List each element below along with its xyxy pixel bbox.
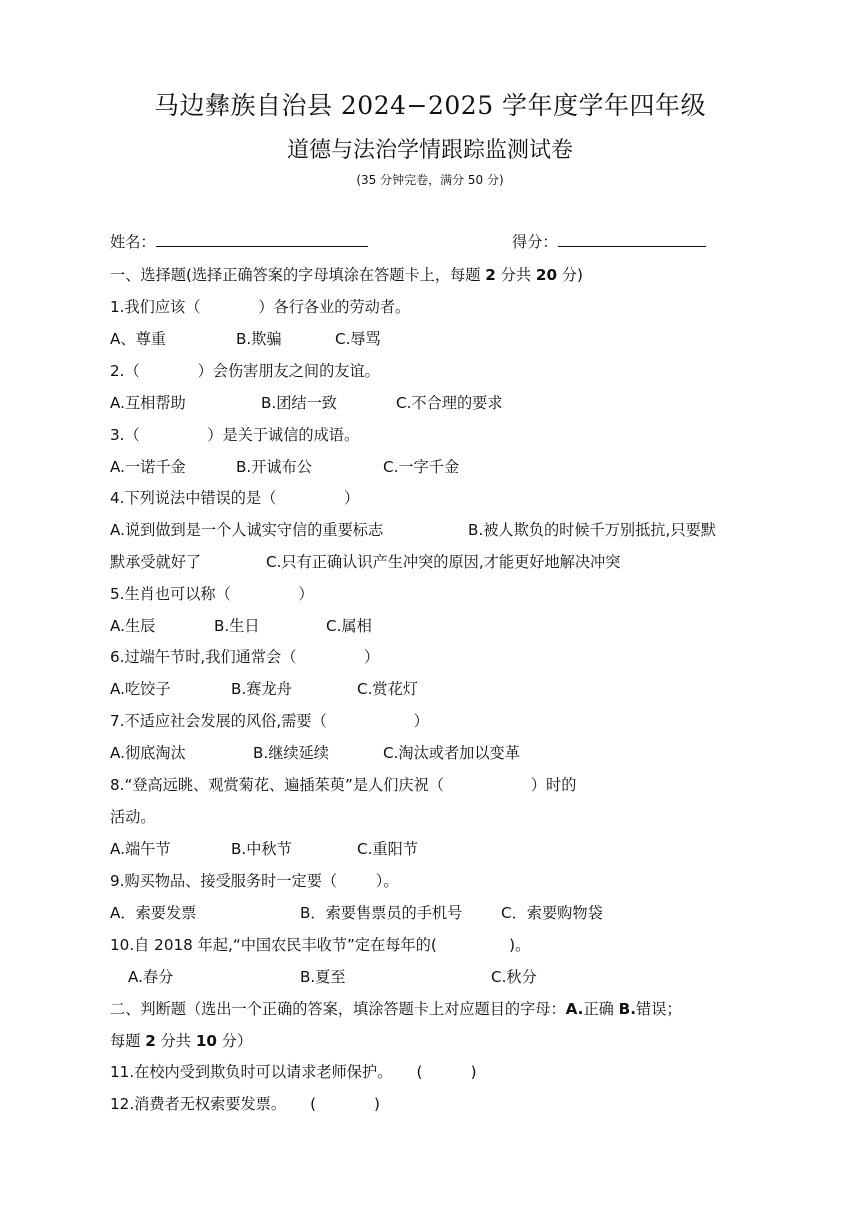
option-c[interactable]: C．索要购物袋 [501,904,603,922]
question-4-options-line1 [110,519,716,541]
option-c[interactable]: C.秋分 [491,968,537,986]
question-12-stem: 12.消费者无权索要发票。 ( ) [110,1095,380,1113]
option-a[interactable]: A、尊重 [110,330,166,348]
question-6-options [110,678,418,700]
exam-subtitle: (35 分钟完卷，满分 50 分) [356,173,504,187]
option-b-continued: 默承受就好了 [110,553,202,571]
score-row [512,231,706,253]
option-a[interactable]: A.吃饺子 [110,680,171,698]
option-c[interactable]: C.一字千金 [383,458,460,476]
option-c[interactable]: C.赏花灯 [357,680,418,698]
option-b[interactable]: B.赛龙舟 [231,680,292,698]
section2-heading-mid: 分共 [155,1032,196,1050]
question-8-stem: 8.“登高远眺、观赏菊花、遍插茱萸”是人们庆祝（ ）时的 [110,776,577,794]
option-a[interactable]: A.春分 [128,968,174,986]
question-5-options [110,615,372,637]
section2-points-total: 10 [195,1032,217,1050]
option-a[interactable]: A.生辰 [110,617,156,635]
section1-heading-mid: 分共 [495,266,536,284]
section1-heading-text: 一、选择题(选择正确答案的字母填涂在答题卡上，每题 [110,266,486,284]
section1-points-total: 20 [535,266,558,284]
option-c[interactable]: C.不合理的要求 [396,394,503,412]
question-4-stem: 4.下列说法中错误的是（ ） [110,489,360,507]
option-a[interactable]: A．索要发票 [110,904,197,922]
exam-title-line2: 道德与法治学情跟踪监测试卷 [286,138,573,163]
section1-points-each: 2 [485,266,496,284]
question-4-options-line2 [110,551,621,573]
option-b[interactable]: B.欺骗 [236,330,282,348]
question-2-stem: 2.（ ）会伤害朋友之间的友谊。 [110,362,380,380]
section1-heading [110,264,583,286]
question-11-stem: 11.在校内受到欺负时可以请求老师保护。 ( ) [110,1063,477,1081]
section2-option-b-label: B. [618,1000,636,1018]
question-2-options [110,392,503,414]
option-c[interactable]: C.辱骂 [335,330,381,348]
section2-option-a-label: A. [565,1000,584,1018]
option-a[interactable]: A.一诺千金 [110,458,186,476]
section2-heading-pre: 每题 [110,1032,146,1050]
student-info-row [110,231,368,253]
name-blank[interactable] [156,232,368,247]
section2-option-b-text: 错误； [636,1000,682,1018]
exam-title-line1: 马边彝族自治县 2024−2025 学年度学年四年级 [153,91,707,120]
option-c[interactable]: C.淘汰或者加以变革 [383,744,520,762]
score-blank[interactable] [558,232,706,247]
option-b[interactable]: B.团结一致 [261,394,337,412]
option-a[interactable]: A.端午节 [110,840,171,858]
option-a[interactable]: A.互相帮助 [110,394,186,412]
option-a[interactable]: A.说到做到是一个人诚实守信的重要标志 [110,521,384,539]
option-b[interactable]: B.夏至 [300,968,346,986]
question-3-options [110,456,460,478]
option-c[interactable]: C.重阳节 [357,840,418,858]
question-9-options [110,902,603,924]
question-1-options [110,328,381,350]
option-b[interactable]: B.开诚布公 [236,458,312,476]
question-9-stem: 9.购买物品、接受服务时一定要（ ）。 [110,872,399,890]
section2-heading-line2 [110,1030,252,1052]
section2-heading-line1 [110,998,682,1020]
option-b[interactable]: B．索要售票员的手机号 [300,904,463,922]
question-6-stem: 6.过端午节时,我们通常会（ ） [110,648,380,666]
question-10-stem: 10.自 2018 年起,“中国农民丰收节”定在每年的( )。 [110,936,531,954]
option-c[interactable]: C.只有正确认识产生冲突的原因,才能更好地解决冲突 [266,553,621,571]
section2-option-a-text: 正确 [583,1000,619,1018]
section1-heading-post: 分) [557,266,583,284]
option-b[interactable]: B.生日 [214,617,260,635]
name-label: 姓名： [110,233,156,251]
option-b[interactable]: B.中秋节 [231,840,292,858]
question-3-stem: 3.（ ）是关于诚信的成语。 [110,426,360,444]
option-a[interactable]: A.彻底淘汰 [110,744,186,762]
question-8-options [110,838,418,860]
question-1-stem: 1.我们应该（ ）各行各业的劳动者。 [110,298,411,316]
option-b[interactable]: B.继续延续 [253,744,329,762]
question-5-stem: 5.生肖也可以称（ ） [110,585,314,603]
score-label: 得分： [512,233,558,251]
option-b[interactable]: B.被人欺负的时候千万别抵抗,只要默 [468,521,716,539]
question-8-stem-cont: 活动。 [110,808,156,826]
question-7-options [110,742,520,764]
question-7-stem: 7.不适应社会发展的风俗,需要（ ） [110,712,429,730]
option-c[interactable]: C.属相 [326,617,372,635]
section2-heading-post: 分） [216,1032,253,1050]
section2-points-each: 2 [145,1032,156,1050]
section2-heading-text: 二、判断题（选出一个正确的答案，填涂答题卡上对应题目的字母： [110,1000,566,1018]
